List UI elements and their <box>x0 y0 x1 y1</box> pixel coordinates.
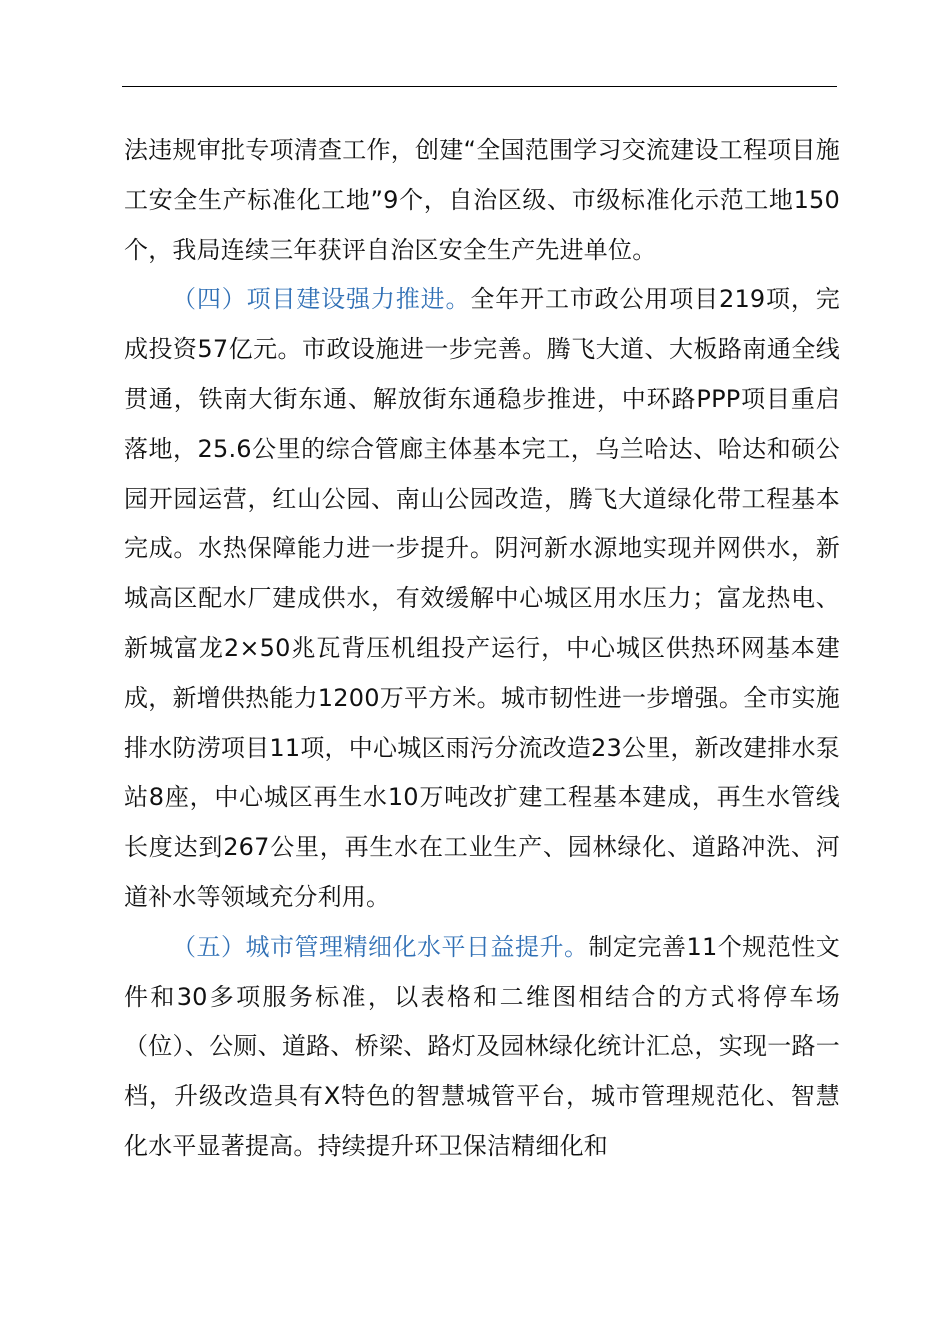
document-body <box>124 126 840 1172</box>
paragraph-project-construction <box>124 275 840 922</box>
paragraph-urban-management <box>124 923 840 1172</box>
section-heading-four: （四）项目建设强力推进。 <box>172 285 471 314</box>
paragraph-body: 制定完善11个规范性文件和30多项服务标准，以表格和二维图相结合的方式将停车场（位）、公厕、道路、桥梁、路灯及园林绿化统计汇总，实现一路一档，升级改造具有X特色的智慧城管平台，城市管理规范化、智慧化水平显著提高。持续提升环卫保洁精细化和 <box>124 932 840 1160</box>
paragraph-body: 法违规审批专项清查工作，创建“全国范围学习交流建设工程项目施工安全生产标准化工地”9个，自治区级、市级标准化示范工地150个，我局连续三年获评自治区安全生产先进单位。 <box>124 136 840 264</box>
paragraph-body: 全年开工市政公用项目219项，完成投资57亿元。市政设施进一步完善。腾飞大道、大板路南通全线贯通，铁南大街东通、解放街东通稳步推进，中环路PPP项目重启落地，25.6公里的综合管廊主体基本完工，乌兰哈达、哈达和硕公园开园运营，红山公园、南山公园改造，腾飞大道绿化带工程基本完成。水热保障能力进一步提升。阴河新水源地实现并网供水，新城高区配水厂建成供水，有效缓解中心城区用水压力；富龙热电、新城富龙2×50兆瓦背压机组投产运行，中心城区供热环网基本建成，新增供热能力1200万平方米。城市韧性进一步增强。全市实施排水防涝项目11项，中心城区雨污分流改造23公里，新改建排水泵站8座，中心城区再生水10万吨改扩建工程基本建成，再生水管线长度达到267公里，再生水在工业生产、园林绿化、道路冲洗、河道补水等领域充分利用。 <box>124 285 840 911</box>
header-rule <box>122 86 837 87</box>
section-heading-five: （五）城市管理精细化水平日益提升。 <box>172 932 589 961</box>
paragraph-continuation <box>124 126 840 275</box>
